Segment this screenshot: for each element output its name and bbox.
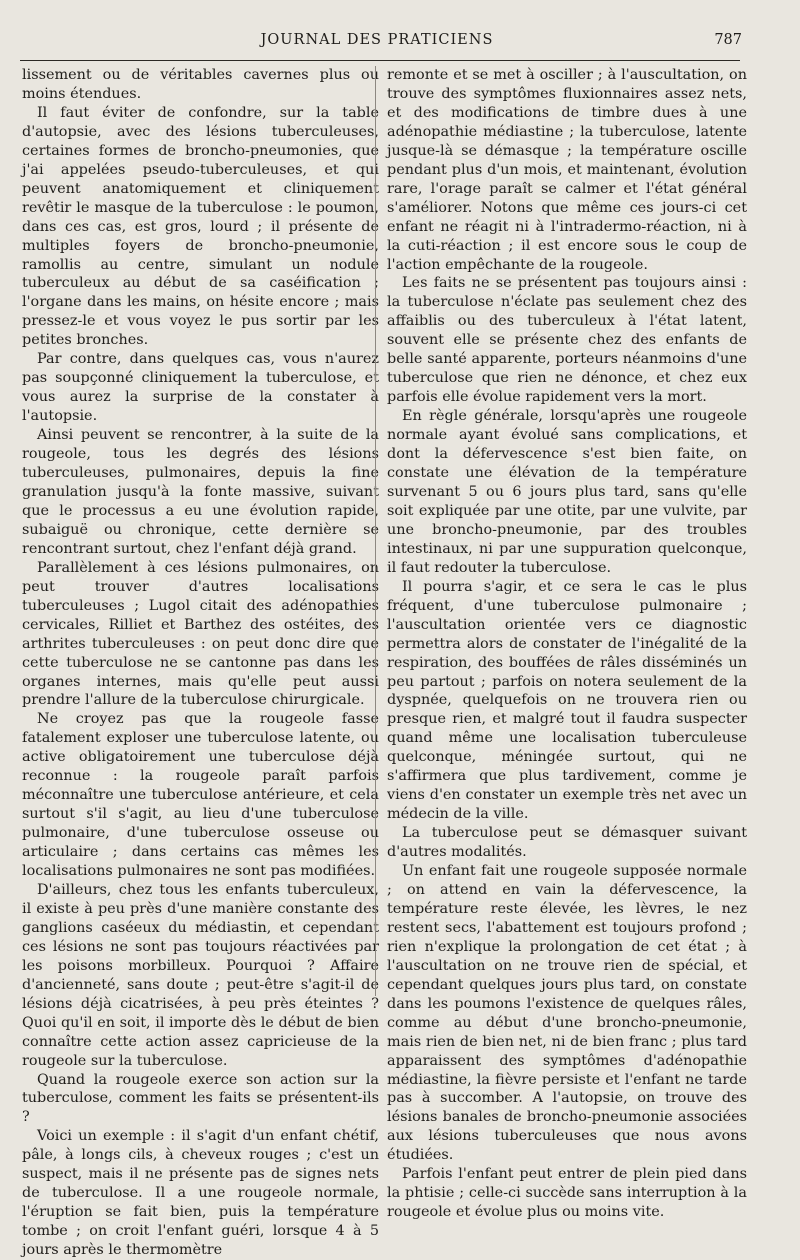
paragraph: Un enfant fait une rougeole supposée normale ; on attend en vain la défervescence, la température reste élevée, les lèvres, le nez restent secs, l'abattement est toujours profond ; rien n'explique la prolongation de cet état ; à l'auscultation on ne trouve rien de spécial, et cependant quelques jours plus tard, on constate dans les poumons l'existence de quelques râles, comme au début d'une broncho-pneumonie, mais rien de bien net, ni de bien franc ; plus tard apparaissent des symptômes d'adénopathie médiastine, la fièvre persiste et l'enfant ne tarde pas à succomber. A l'autopsie, on trouve des lésions banales de broncho-pneumonie associées aux lésions tuberculeuses que nous avons étudiées. bbox=[387, 863, 747, 1164]
paragraph: Les faits ne se présentent pas toujours ainsi : la tuberculose n'éclate pas seulement chez des affaiblis ou des tuberculeux à l'état latent, souvent elle se présente chez des enfants de belle santé apparente, porteurs néanmoins d'une tuberculose que rien ne dénonce, et chez eux parfois elle évolue rapidement vers la mort. bbox=[387, 275, 747, 406]
page-header bbox=[22, 30, 742, 52]
paragraph: Par contre, dans quelques cas, vous n'aurez pas soupçonné cliniquement la tuberculose, et vous aurez la surprise de la constater à l'autopsie. bbox=[22, 351, 379, 425]
page-number: 787 bbox=[714, 32, 742, 48]
column-divider bbox=[375, 66, 376, 996]
paragraph: Il faut éviter de confondre, sur la table d'autopsie, avec des lésions tuberculeuses, certaines formes de broncho-pneumonies, que j'ai appelées pseudo-tuberculeuses, et qui peuvent anatomiquement et cliniquement revêtir le masque de la tuberculose : le poumon, dans ces cas, est gros, lourd ; il présente de multiples foyers de broncho-pneumonie, ramollis au centre, simulant un nodule tuberculeux au début de sa caséification ; l'organe dans les mains, on hésite encore ; mais pressez-le et vous voyez le pus sortir par les petites bronches. bbox=[22, 104, 379, 349]
paragraph: Parfois l'enfant peut entrer de plein pied dans la phtisie ; celle-ci succède sans interruption à la rougeole et évolue plus ou moins vite. bbox=[387, 1166, 747, 1221]
left-column bbox=[22, 66, 379, 1260]
paragraph: Voici un exemple : il s'agit d'un enfant chétif, pâle, à longs cils, à cheveux rouges ; c'est un suspect, mais il ne présente pas de signes nets de tuberculose. Il a une rougeole normale, l'éruption se fait bien, puis la température tombe ; on croit l'enfant guéri, lorsque 4 à 5 jours après le thermomètre bbox=[22, 1128, 379, 1259]
header-rule bbox=[20, 60, 740, 61]
paragraph: lissement ou de véritables cavernes plus ou moins étendues. bbox=[22, 67, 379, 102]
paragraph: Quand la rougeole exerce son action sur la tuberculose, comment les faits se présentent-ils ? bbox=[22, 1071, 379, 1126]
paragraph: Parallèlement à ces lésions pulmonaires, on peut trouver d'autres localisations tuberculeuses ; Lugol citait des adénopathies cervicales, Rilliet et Barthez des ostéites, des arthrites tuberculeuses : on peut donc dire que cette tuberculose ne se cantonne pas dans les organes internes, mais qu'elle peut aussi prendre l'allure de la tuberculose chirurgicale. bbox=[22, 559, 379, 709]
paragraph: remonte et se met à osciller ; à l'auscultation, on trouve des symptômes fluxionnaires assez nets, et des modifications de timbre dues à une adénopathie médiastine ; la tuberculose, latente jusque-là se démasque ; la température oscille pendant plus d'un mois, et maintenant, évolution rare, l'orage paraît se calmer et l'état général s'améliorer. Notons que même ces jours-ci cet enfant ne réagit ni à l'intradermo-réaction, ni à la cuti-réaction ; il est encore sous le coup de l'action empêchante de la rougeole. bbox=[387, 67, 747, 273]
right-column bbox=[387, 66, 747, 1222]
paragraph: En règle générale, lorsqu'après une rougeole normale ayant évolué sans complications, et dont la défervescence s'est bien faite, on constate une élévation de la température survenant 5 ou 6 jours plus tard, sans qu'elle soit expliquée par une otite, par une vulvite, par une broncho-pneumonie, par des troubles intestinaux, ni par une suppuration quelconque, il faut redouter la tuberculose. bbox=[387, 408, 747, 576]
paragraph: Il pourra s'agir, et ce sera le cas le plus fréquent, d'une tuberculose pulmonaire ; l'auscultation orientée vers ce diagnostic permettra alors de constater de l'inégalité de la respiration, des bouffées de râles disséminés un peu partout ; parfois on notera seulement de la dyspnée, quelquefois on ne trouvera rien ou presque rien, et malgré tout il faudra suspecter quand même une localisation tuberculeuse quelconque, méningée surtout, qui ne s'affirmera que plus tardivement, comme je viens d'en constater un exemple très net avec un médecin de la ville. bbox=[387, 578, 747, 823]
paragraph: Ainsi peuvent se rencontrer, à la suite de la rougeole, tous les degrés des lésions tuberculeuses, pulmonaires, depuis la fine granulation jusqu'à la fonte massive, suivant que le processus a eu une évolution rapide, subaiguë ou chronique, cette dernière se rencontrant surtout, chez l'enfant déjà grand. bbox=[22, 427, 379, 557]
paragraph: D'ailleurs, chez tous les enfants tuberculeux, il existe à peu près d'une manière constante des ganglions caséeux du médiastin, et cependant ces lésions ne sont pas toujours réactivées par les poisons morbilleux. Pourquoi ? Affaire d'ancienneté, sans doute ; peut-être s'agit-il de lésions déjà cicatrisées, à peu près éteintes ? Quoi qu'il en soit, il importe dès le début de bien connaître cette action assez capricieuse de la rougeole sur la tuberculose. bbox=[22, 881, 379, 1069]
paragraph: La tuberculose peut se démasquer suivant d'autres modalités. bbox=[387, 825, 747, 861]
paragraph: Ne croyez pas que la rougeole fasse fatalement exploser une tuberculose latente, ou active obligatoirement une tuberculose déjà reconnue : la rougeole paraît parfois méconnaître une tuberculose antérieure, et cela surtout s'il s'agit, au lieu d'une tuberculose pulmonaire, d'une tuberculose osseuse ou articulaire ; dans certains cas mêmes les localisations pulmonaires ne sont pas modifiées. bbox=[22, 711, 379, 880]
running-title: JOURNAL DES PRATICIENS bbox=[260, 32, 494, 48]
